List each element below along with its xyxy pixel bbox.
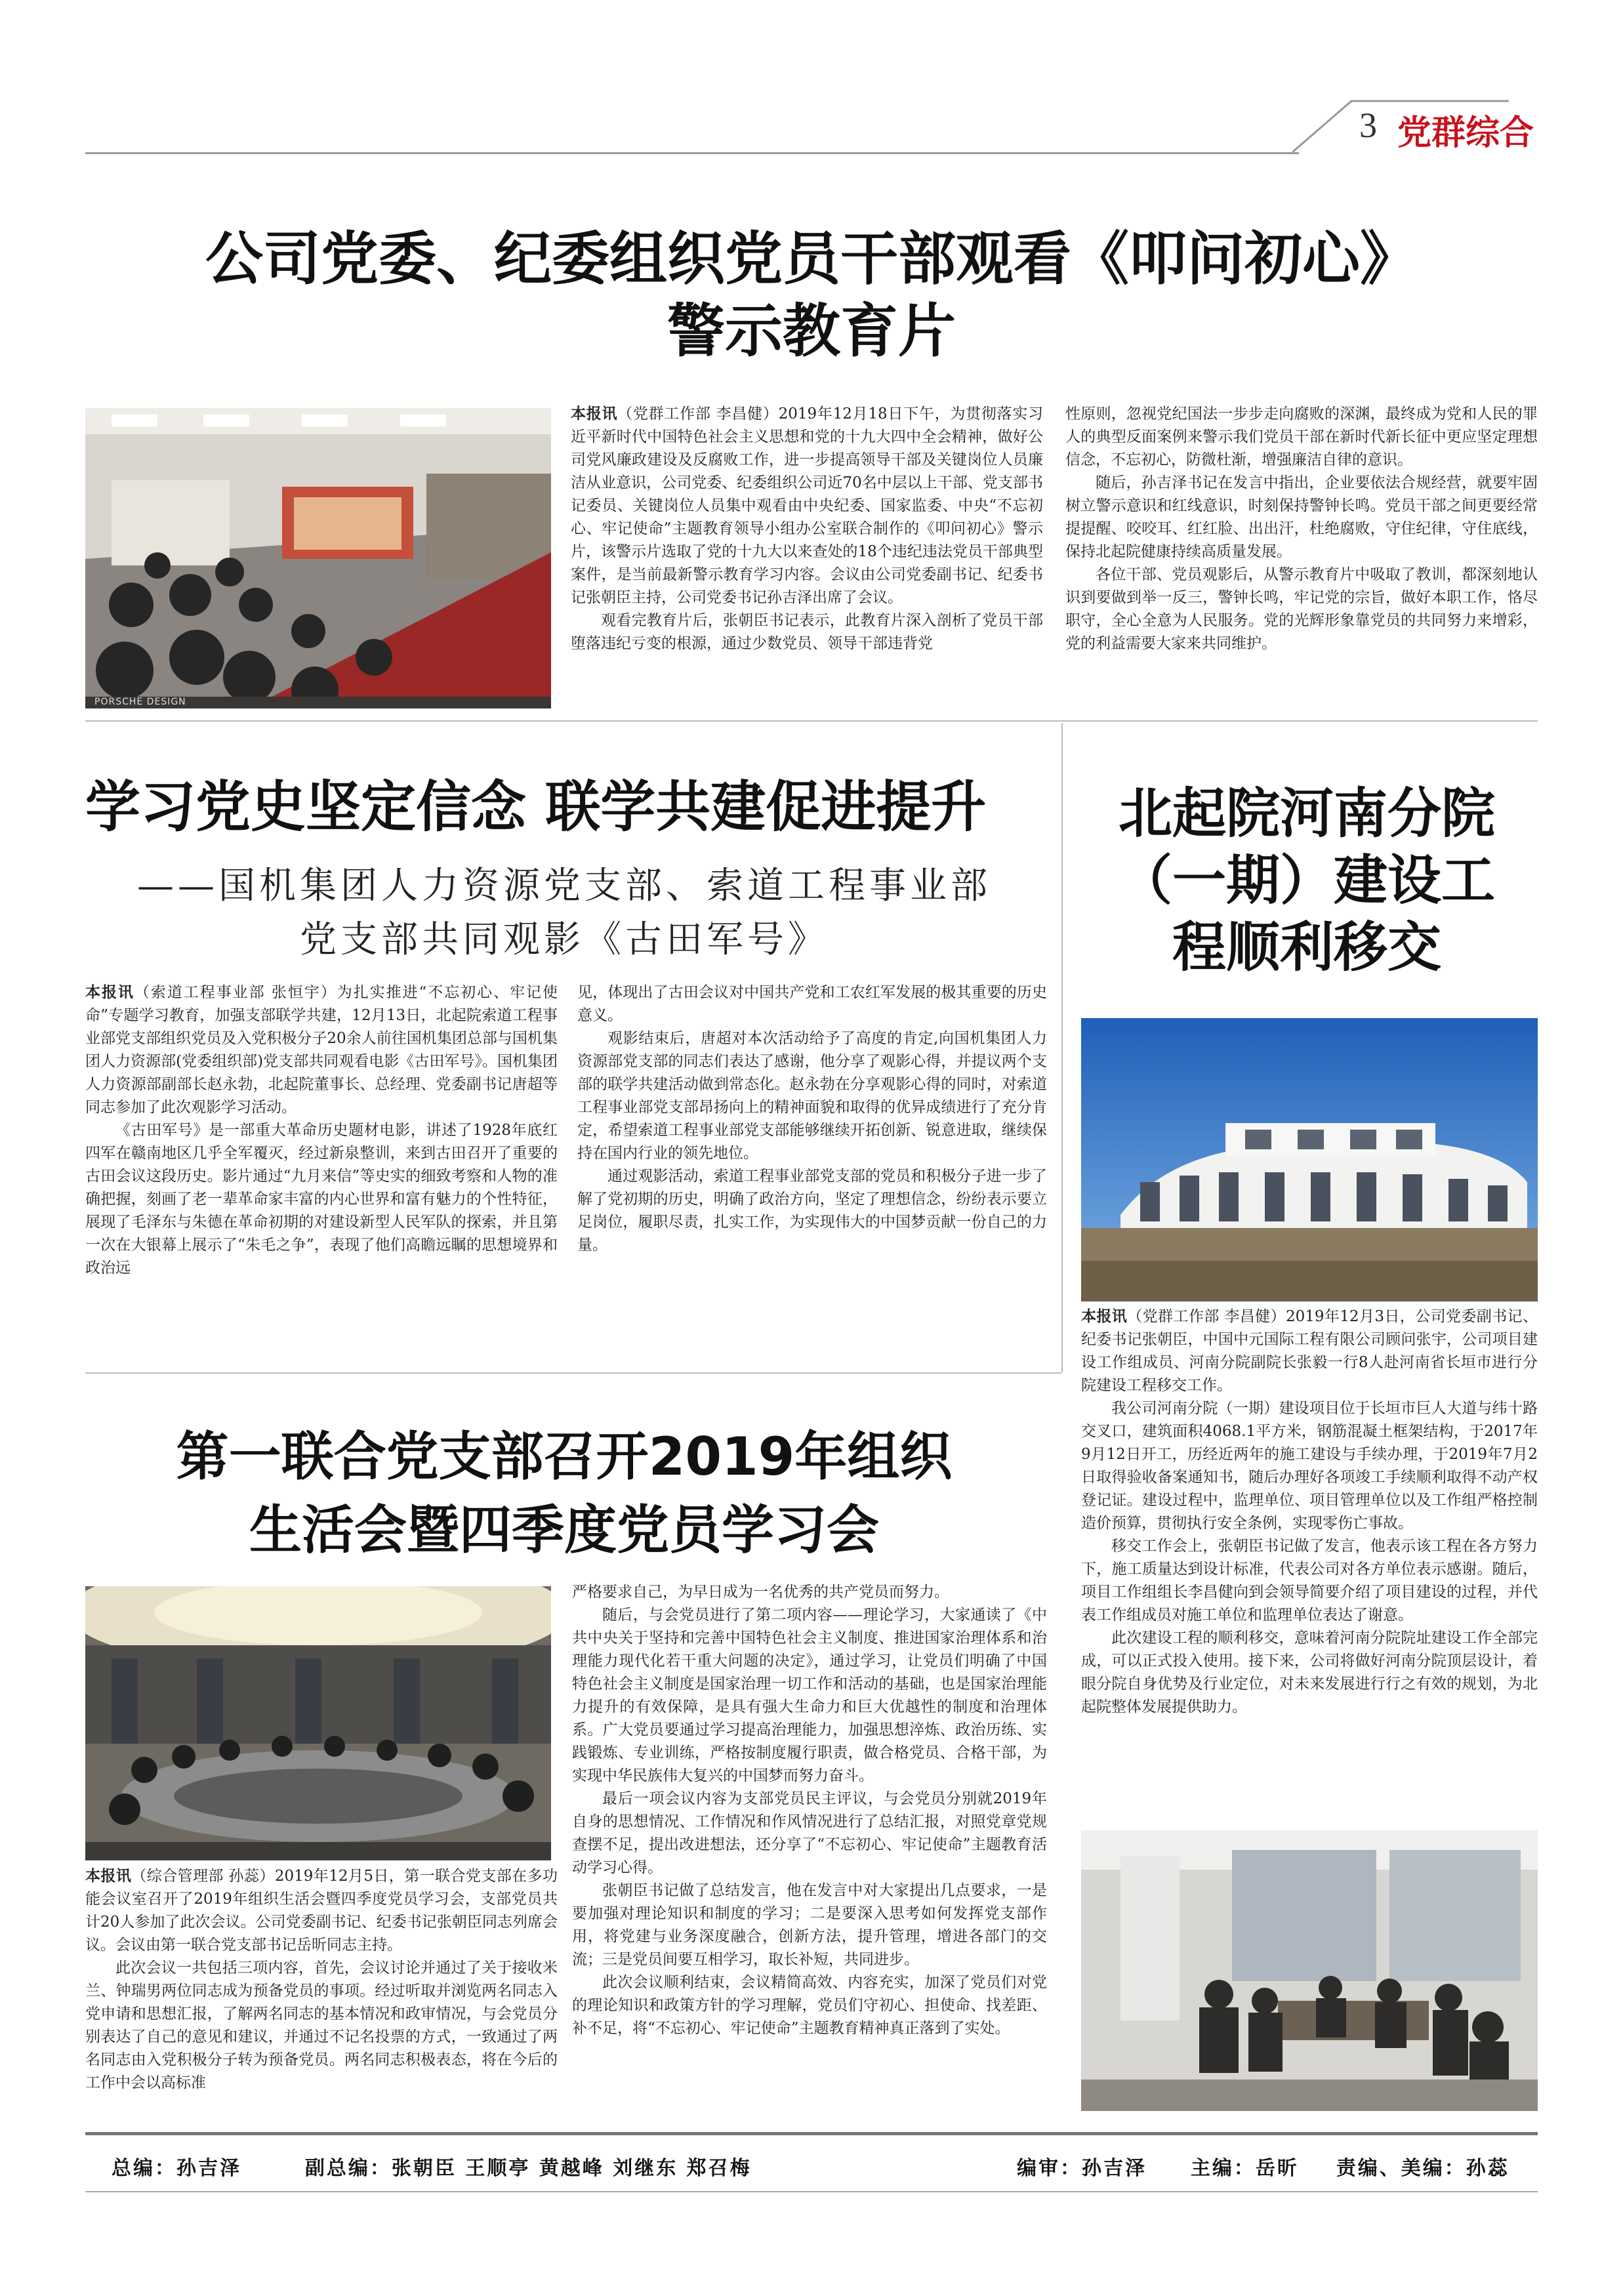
article4-title-line1: 第一联合党支部召开2019年组织 <box>176 1426 953 1487</box>
article3-paragraph: 此次建设工程的顺利移交，意味着河南分院院址建设工作全部完成，可以正式投入使用。接下来，公司将做好河南分院顶层设计，着眼分院自身优势及行业定位，对未来发展进行行之有效的规划，为北起院整体发展提供助力。 <box>1081 1630 1538 1715</box>
article4-column-1 <box>85 1865 558 2095</box>
article2-column-2 <box>577 981 1047 1257</box>
article2-title: 学习党史坚定信念 联学共建促进提升 <box>85 775 987 839</box>
article3-title-line1: 北起院河南分院 <box>1118 783 1495 845</box>
article4-lead: 本报讯 <box>85 1868 132 1885</box>
article4-paragraph: 随后，与会党员进行了第二项内容——理论学习，大家通读了《中共中央关于坚持和完善中国特色社会主义制度、推进国家治理体系和治理能力现代化若干重大问题的决定》，通过学习，让党员们明确了中国特色社会主义制度是国家治理一切工作和活动的基础，也是国家治理能力提升的有效保障，是具有强大生命力和巨大优越性的制度和治理体系。广大党员要通过学习提高治理能力，加强思想淬炼、政治历练、实践锻炼、专业训练，严格按制度履行职责，做合格党员、合格干部，为实现中华民族伟大复兴的中国梦而努力奋斗。 <box>572 1607 1047 1784</box>
article3-lead: 本报讯 <box>1081 1308 1128 1325</box>
article2-text: 为扎实推进“不忘初心、牢记使命”专题学习教育，加强支部联学共建，12月13日，北起院索道工程事业部党支部组织党员及入党积极分子20余人前往国机集团总部与国机集团人力资源部(党委组织部)党支部共同观看电影《古田军号》。国机集团人力资源部副部长赵永勃，北起院董事长、总经理、党委副书记唐超等同志参加了此次观影学习活动。 <box>85 984 558 1116</box>
footer-deputy-editors: 副总编：张朝臣 王顺亭 黄越峰 刘继东 郑召梅 <box>304 2157 752 2180</box>
article2-subtitle-line2: 党支部共同观影《古田军号》 <box>300 918 829 961</box>
article1-column-1 <box>571 403 1043 655</box>
article2-byline: （索道工程事业部 张恒宇） <box>134 984 337 1001</box>
article3-headline <box>1076 781 1538 981</box>
article1-paragraph: 性原则，忽视党纪国法一步步走向腐败的深渊，最终成为党和人民的罪人的典型反面案例来警示我们党员干部在新时代新长征中更应坚定理想信念，不忘初心，防微杜渐，增强廉洁自律的意识。 <box>1065 405 1538 468</box>
article4-paragraph: 此次会议一共包括三项内容，首先，会议讨论并通过了关于接收米兰、钟瑞男两位同志成为预备党员的事项。经过听取并浏览两名同志入党申请和思想汇报，了解两名同志的基本情况和政审情况，与会党员分别表达了自己的意见和建议，并通过不记名投票的方式，一致通过了两名同志由入党积极分子转为预备党员。两名同志积极表态，将在今后的工作中会以高标准 <box>85 1959 558 2091</box>
article3-text: 2019年12月3日，公司党委副书记、纪委书记张朝臣，中国中元国际工程有限公司顾问张宇，公司项目建设工作组成员、河南分院副院长张毅一行8人赴河南省长垣市进行分院建设工程移交工作。 <box>1081 1308 1538 1394</box>
article1-paragraph: 观看完教育片后，张朝臣书记表示，此教育片深入剖析了党员干部堕落违纪亏变的根源，通过少数党员、领导干部违背党 <box>571 612 1043 652</box>
article2-subtitle <box>85 859 1043 967</box>
page-number: 3 <box>1359 106 1377 145</box>
article1-title-line2: 警示教育片 <box>667 297 956 365</box>
article3-title-line2: （一期）建设工 <box>1118 850 1495 912</box>
article4-text: 2019年12月5日，第一联合党支部在多功能会议室召开了2019年组织生活会暨四季度党员学习会，支部党员共计20人参加了此次会议。公司党委副书记、纪委书记张朝臣同志列席会议。会议由第一联合党支部书记岳昕同志主持。 <box>85 1868 558 1954</box>
footer-art-editor: 责编、美编：孙蕊 <box>1336 2157 1510 2180</box>
article3-byline: （党群工作部 李昌健） <box>1127 1308 1286 1325</box>
article1-paragraph <box>571 403 1043 609</box>
article2-subtitle-line1: ——国机集团人力资源党支部、索道工程事业部 <box>137 865 991 907</box>
footer-reviewer: 编审：孙吉泽 <box>1017 2157 1147 2180</box>
masthead-rule <box>85 152 1299 154</box>
article3-photo <box>1081 1018 1538 1302</box>
article4-paragraph: 此次会议顺利结束，会议精简高效、内容充实，加深了党员们对党的理论知识和政策方针的学习理解，党员们守初心、担使命、找差距、补不足，将“不忘初心、牢记使命”主题教育精神真正落到了实处。 <box>572 1974 1047 2037</box>
article1-byline: （党群工作部 李昌健） <box>617 405 779 422</box>
article2-column-1 <box>85 981 558 1280</box>
footer-editor-in-chief: 总编：孙吉泽 <box>112 2157 241 2180</box>
article4-title-line2: 生活会暨四季度党员学习会 <box>249 1500 879 1561</box>
article1-column-2 <box>1065 403 1538 655</box>
footer-editors <box>112 2152 752 2181</box>
article1-paragraph: 各位干部、党员观影后，从警示教育片中吸取了教训，都深刻地认识到要做到举一反三，警钟长鸣，牢记党的宗旨，做好本职工作，恪尽职守，全心全意为人民服务。党的光辉形象靠党员的共同努力来增彩，党的利益需要大家来共同维护。 <box>1065 566 1538 652</box>
article4-byline: （综合管理部 孙蕊） <box>131 1868 275 1885</box>
article1-paragraph: 随后，孙吉泽书记在发言中指出，企业要依法合规经营，就要牢固树立警示意识和红线意识，时刻保持警钟长鸣。党员干部之间更要经常提提醒、咬咬耳、红红脸、出出汗，杜绝腐败，守住纪律，守住底线，保持北起院健康持续高质量发展。 <box>1065 474 1538 560</box>
article3-paragraph: 移交工作会上，张朝臣书记做了发言，他表示该工程在各方努力下，施工质量达到设计标准，代表公司对各方单位表示感谢。随后，项目工作组组长李昌健向到会领导简要介绍了项目建设的过程，并代表工作组成员对施工单位和监理单位表达了谢意。 <box>1081 1538 1538 1624</box>
article2-paragraph: 通过观影活动，索道工程事业部党支部的党员和积极分子进一步了解了党初期的历史，明确了政治方向，坚定了理想信念，纷纷表示要立足岗位，履职尽责，扎实工作，为实现伟大的中国梦贡献一份自己的力量。 <box>577 1168 1047 1254</box>
footer-staff <box>1017 2152 1510 2181</box>
article1-title-line1: 公司党委、纪委组织党员干部观看《叩问初心》 <box>205 225 1418 293</box>
article4-headline <box>85 1420 1043 1567</box>
article1-lead: 本报讯 <box>571 405 618 422</box>
column-divider <box>1061 723 1063 1372</box>
article3-photo-meeting <box>1081 1830 1538 2111</box>
article2-headline <box>85 771 1043 843</box>
section-divider <box>85 720 1538 722</box>
footer-rule-bottom <box>85 2191 1538 2192</box>
article3-title-line3: 程顺利移交 <box>1172 916 1441 979</box>
article1-text: 2019年12月18日下午，为贯彻落实习近平新时代中国特色社会主义思想和党的十九大四中全会精神，做好公司党风廉政建设及反腐败工作，进一步提高领导干部及关键岗位人员廉洁从业意识，公司党委、纪委组织公司近70名中层以上干部、党支部书记委员、关键岗位人员集中观看由中央纪委、国家监委、中央“不忘初心、牢记使命”主题教育领导小组办公室联合制作的《叩问初心》警示片，该警示片选取了党的十九大以来查处的18个违纪违法党员干部典型案件，是当前最新警示教育学习内容。会议由公司党委副书记、纪委书记张朝臣主持，公司党委书记孙吉泽出席了会议。 <box>571 405 1044 606</box>
section-divider <box>85 1372 1061 1374</box>
article4-paragraph <box>85 1865 558 1957</box>
article2-paragraph: 见，体现出了古田会议对中国共产党和工农红军发展的极其重要的历史意义。 <box>577 984 1047 1024</box>
article4-paragraph: 严格要求自己，为早日成为一名优秀的共产党员而努力。 <box>572 1584 949 1601</box>
footer-chief-editor: 主编：岳昕 <box>1190 2157 1299 2180</box>
article3-body <box>1081 1305 1538 1719</box>
article2-paragraph: 《古田军号》是一部重大革命历史题材电影，讲述了1928年底红四军在赣南地区几乎全军覆灭，经过新泉整训，来到古田召开了重要的古田会议这段历史。影片通过“九月来信”等史实的细致考察和人物的准确把握，刻画了老一辈革命家丰富的内心世界和富有魅力的个性特征，展现了毛泽东与朱德在革命初期的对建设新型人民军队的探索，并且第一次在大银幕上展示了“朱毛之争”，表现了他们高瞻远瞩的思想境界和政治远 <box>85 1122 558 1277</box>
article4-column-2 <box>572 1581 1047 2040</box>
article4-paragraph: 张朝臣书记做了总结发言，他在发言中对大家提出几点要求，一是要加强对理论知识和制度的学习；二是要深入思考如何发挥党支部作用，将党建与业务深度融合，创新方法，提升管理，增进各部门的交流；三是党员间要互相学习，取长补短，共同进步。 <box>572 1882 1047 1968</box>
article4-paragraph: 最后一项会议内容为支部党员民主评议，与会党员分别就2019年自身的思想情况、工作情况和作风情况进行了总结汇报，对照党章党规查摆不足，提出改进想法，还分享了“不忘初心、牢记使命”主题教育活动学习心得。 <box>572 1790 1047 1876</box>
article1-photo-caption: PORSCHE DESIGN <box>94 697 186 707</box>
article3-paragraph: 我公司河南分院（一期）建设项目位于长垣市巨人大道与纬十路交叉口，建筑面积4068.1平方米，钢筋混凝土框架结构，于2017年9月12日开工，历经近两年的施工建设与手续办理，于2019年7月2日取得验收备案通知书，随后办理好各项竣工手续顺利取得不动产权登记证。建设过程中，监理单位、项目管理单位以及工作组严格控制造价预算，贯彻执行安全条例，实现零伤亡事故。 <box>1081 1400 1538 1532</box>
article2-paragraph <box>85 981 558 1119</box>
footer-rule-top <box>85 2132 1538 2135</box>
article1-headline <box>85 223 1538 367</box>
article2-lead: 本报讯 <box>85 984 134 1001</box>
section-title: 党群综合 <box>1397 113 1534 153</box>
article4-photo <box>85 1586 551 1860</box>
article1-photo <box>85 408 551 708</box>
article2-paragraph: 观影结束后，唐超对本次活动给予了高度的肯定,向国机集团人力资源部党支部的同志们表达了感谢，他分享了观影心得，并提议两个支部的联学共建活动做到常态化。赵永勃在分享观影心得的同时，对索道工程事业部党支部昂扬向上的精神面貌和取得的优异成绩进行了充分肯定，希望索道工程事业部党支部能够继续开拓创新、锐意进取，继续保持在国内行业的领先地位。 <box>577 1030 1047 1162</box>
article3-paragraph <box>1081 1305 1538 1397</box>
